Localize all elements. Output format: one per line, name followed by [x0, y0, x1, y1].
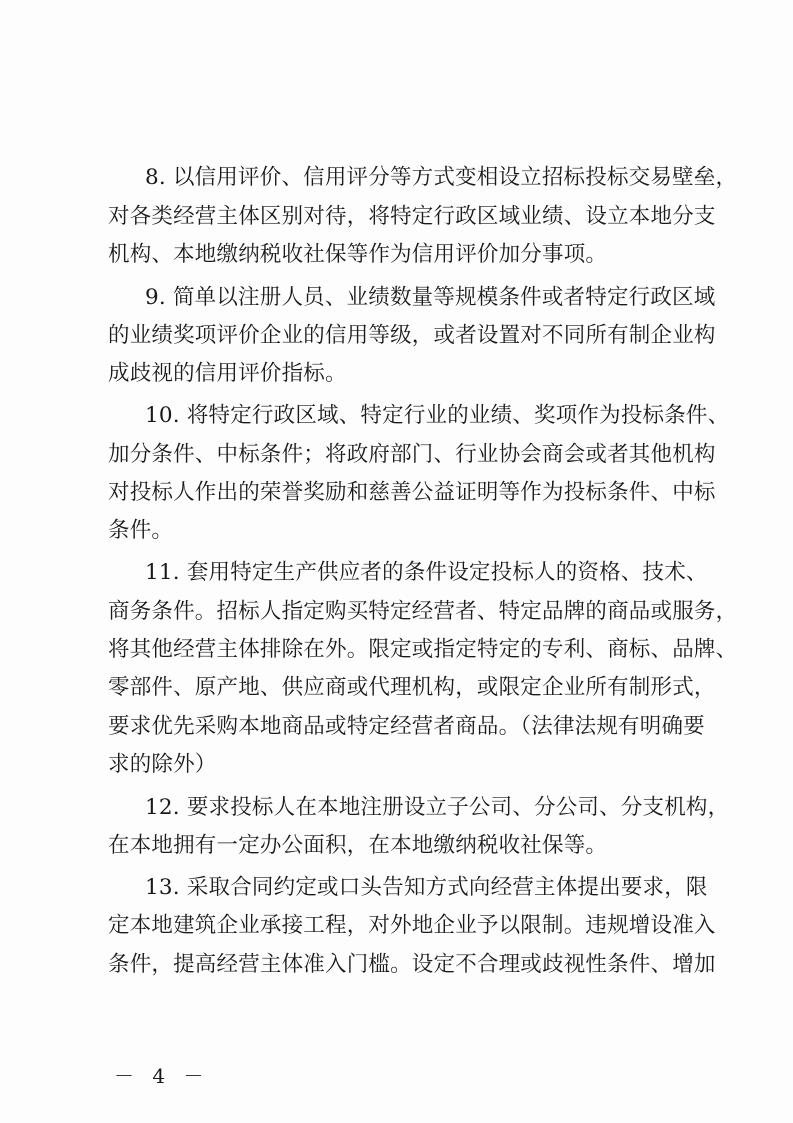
paragraph-9-line-1: 9. 简单以注册人员、业绩数量等规模条件或者特定行政区域: [145, 285, 716, 310]
paragraph-13-line-1: 13. 采取合同约定或口头告知方式向经营主体提出要求，限: [145, 875, 708, 900]
paragraph-11-line-6: 求的除外）: [108, 752, 217, 777]
paragraph-10-line-4: 条件。: [108, 518, 174, 543]
paragraph-8-line-2: 对各类经营主体区别对待，将特定行政区域业绩、设立本地分支: [108, 204, 716, 229]
paragraph-11-line-2: 商务条件。招标人指定购买特定经营者、特定品牌的商品或服务，: [108, 599, 738, 624]
paragraph-11-line-5: 要求优先采购本地商品或特定经营者商品。（法律法规有明确要: [108, 714, 705, 739]
paragraph-8-line-1: 8. 以信用评价、信用评分等方式变相设立招标投标交易壁垒，: [145, 165, 738, 190]
paragraph-10-line-2: 加分条件、中标条件；将政府部门、行业协会商会或者其他机构: [108, 442, 716, 467]
paragraph-11-line-4: 零部件、原产地、供应商或代理机构，或限定企业所有制形式，: [108, 675, 716, 700]
paragraph-10-line-3: 对投标人作出的荣誉奖励和慈善公益证明等作为投标条件、中标: [108, 480, 716, 505]
paragraph-11-line-1: 11. 套用特定生产供应者的条件设定投标人的资格、技术、: [145, 560, 708, 585]
paragraph-13-line-2: 定本地建筑企业承接工程，对外地企业予以限制。违规增设准入: [108, 913, 716, 938]
paragraph-12-line-1: 12. 要求投标人在本地注册设立子公司、分公司、分支机构，: [145, 795, 730, 820]
paragraph-9-line-3: 成歧视的信用评价指标。: [108, 361, 347, 386]
paragraph-8-line-3: 机构、本地缴纳税收社保等作为信用评价加分事项。: [108, 242, 608, 267]
paragraph-13-line-3: 条件，提高经营主体准入门槛。设定不合理或歧视性条件、增加: [108, 952, 716, 977]
paragraph-9-line-2: 的业绩奖项评价企业的信用等级，或者设置对不同所有制企业构: [108, 323, 716, 348]
page-number: － 4 －: [114, 1064, 210, 1088]
paragraph-11-line-3: 将其他经营主体排除在外。限定或指定特定的专利、商标、品牌、: [108, 637, 738, 662]
paragraph-12-line-2: 在本地拥有一定办公面积，在本地缴纳税收社保等。: [108, 833, 608, 858]
paragraph-10-line-1: 10. 将特定行政区域、特定行业的业绩、奖项作为投标条件、: [145, 403, 730, 428]
